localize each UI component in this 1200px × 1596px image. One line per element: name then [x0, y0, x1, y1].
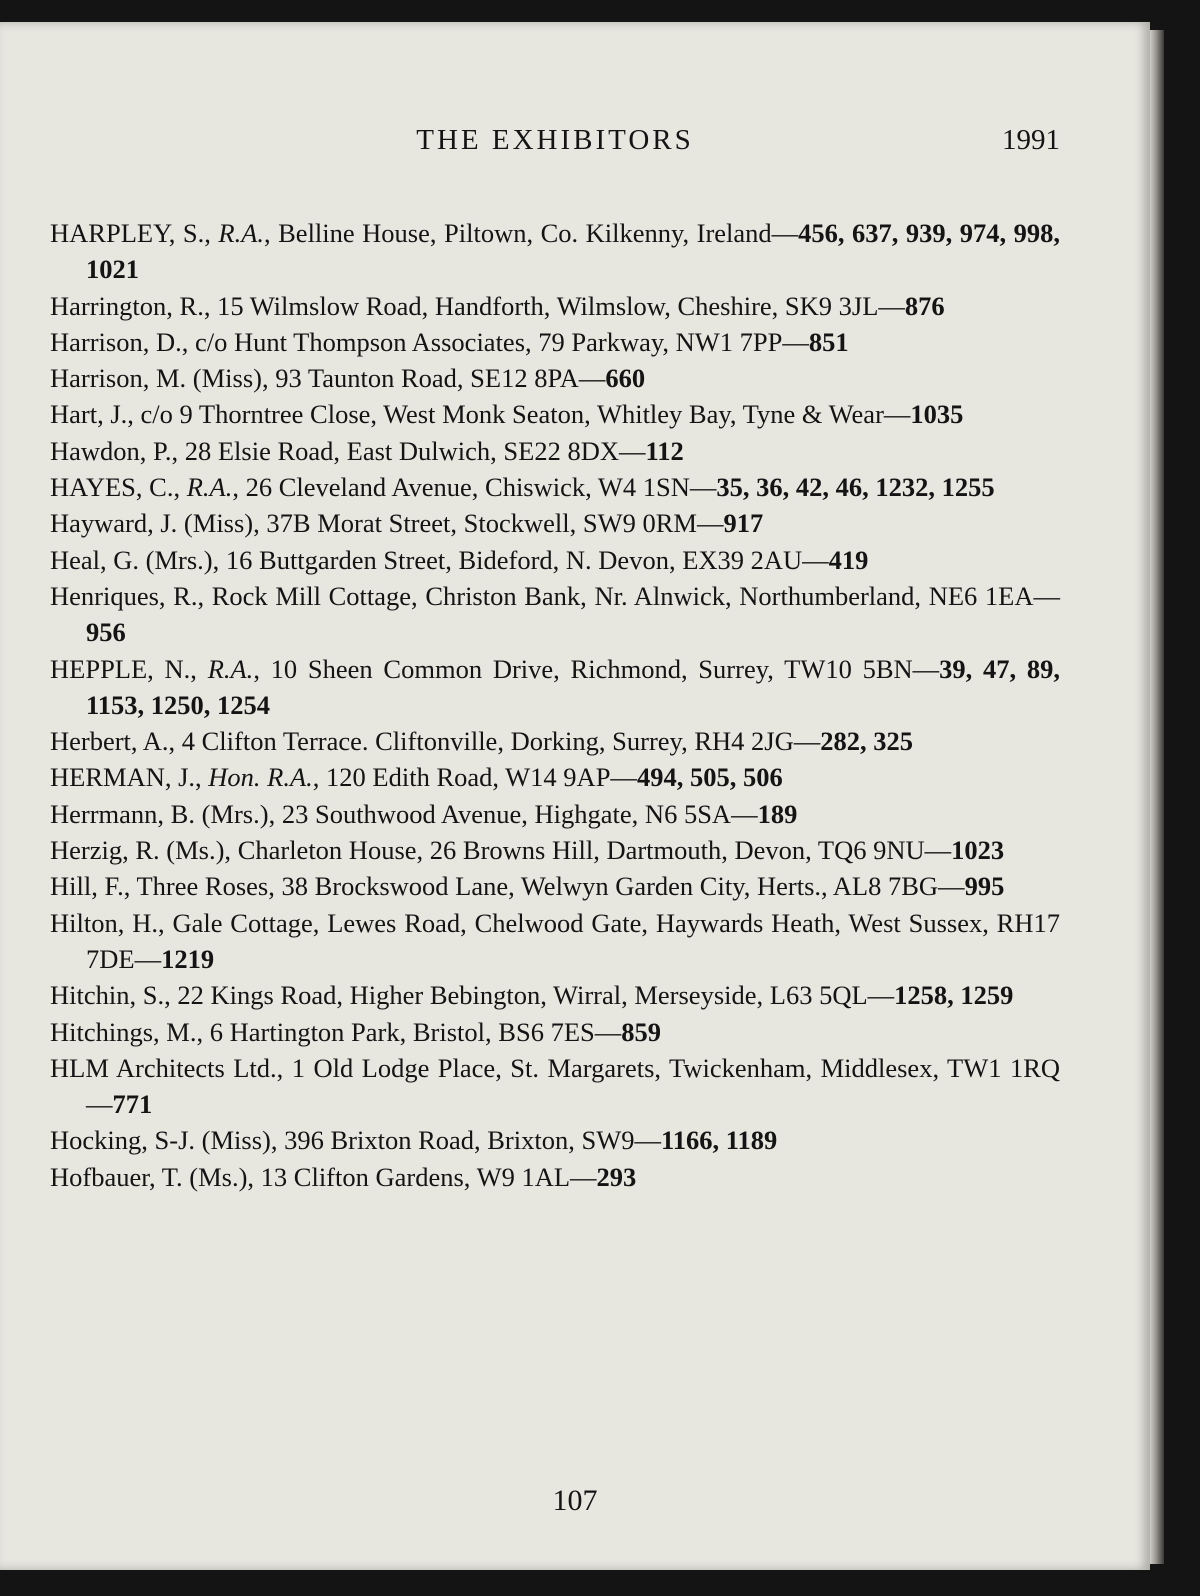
- exhibitor-list: [50, 215, 1060, 1195]
- exhibitor-entry: Hitchin, S., 22 Kings Road, Higher Bebington, Wirral, Merseyside, L63 5QL—1258, 1259: [50, 980, 1014, 1011]
- exhibitor-entry: Hawdon, P., 28 Elsie Road, East Dulwich, SE22 8DX—112: [50, 435, 684, 466]
- book-page: [0, 22, 1150, 1570]
- exhibitor-entry: Harrington, R., 15 Wilmslow Road, Handforth, Wilmslow, Cheshire, SK9 3JL—876: [50, 290, 945, 321]
- exhibitor-entry: Hilton, H., Gale Cottage, Lewes Road, Chelwood Gate, Haywards Heath, West Sussex, RH17 7DE—1219: [50, 907, 1060, 974]
- page-edge: [1150, 30, 1164, 1564]
- exhibitor-entry: Heal, G. (Mrs.), 16 Buttgarden Street, Bideford, N. Devon, EX39 2AU—419: [50, 544, 869, 575]
- exhibitor-entry: HEPPLE, N., R.A., 10 Sheen Common Drive, Richmond, Surrey, TW10 5BN—39, 47, 89, 1153, 1250, 1254: [50, 653, 1061, 720]
- exhibitor-entry: Henriques, R., Rock Mill Cottage, Christon Bank, Nr. Alnwick, Northumberland, NE6 1EA—956: [50, 580, 1060, 648]
- exhibitor-entry: Hofbauer, T. (Ms.), 13 Clifton Gardens, W9 1AL—293: [50, 1161, 637, 1192]
- exhibitor-entry: Hayward, J. (Miss), 37B Morat Street, Stockwell, SW9 0RM—917: [50, 508, 764, 539]
- exhibitor-entry: Herrmann, B. (Mrs.), 23 Southwood Avenue, Highgate, N6 5SA—189: [50, 798, 798, 829]
- exhibitor-entry: HAYES, C., R.A., 26 Cleveland Avenue, Chiswick, W4 1SN—35, 36, 42, 46, 1232, 1255: [50, 472, 995, 503]
- exhibitor-entry: HERMAN, J., Hon. R.A., 120 Edith Road, W14 9AP—494, 505, 506: [50, 762, 783, 793]
- page-number: 107: [552, 1484, 598, 1517]
- exhibitor-entry: Hill, F., Three Roses, 38 Brockswood Lane, Welwyn Garden City, Herts., AL8 7BG—995: [50, 871, 1005, 902]
- exhibitor-entry: HLM Architects Ltd., 1 Old Lodge Place, St. Margarets, Twickenham, Middlesex, TW1 1RQ—771: [50, 1052, 1061, 1120]
- exhibitor-entry: Hart, J., c/o 9 Thorntree Close, West Monk Seaton, Whitley Bay, Tyne & Wear—1035: [50, 399, 964, 430]
- exhibitor-entry: Harrison, M. (Miss), 93 Taunton Road, SE12 8PA—660: [50, 363, 646, 394]
- exhibitor-entry: Harrison, D., c/o Hunt Thompson Associates, 79 Parkway, NW1 7PP—851: [50, 326, 849, 357]
- exhibitor-entry: Hitchings, M., 6 Hartington Park, Bristol, BS6 7ES—859: [50, 1016, 662, 1047]
- exhibitor-entry: Hocking, S-J. (Miss), 396 Brixton Road, Brixton, SW9—1166, 1189: [50, 1125, 778, 1156]
- exhibitor-entry: Herbert, A., 4 Clifton Terrace. Cliftonville, Dorking, Surrey, RH4 2JG—282, 325: [50, 726, 913, 757]
- exhibitor-entry: HARPLEY, S., R.A., Belline House, Piltown, Co. Kilkenny, Ireland—456, 637, 939, 974, 998, 1021: [50, 218, 1061, 285]
- running-title: THE EXHIBITORS: [416, 124, 694, 156]
- exhibitor-entry: Herzig, R. (Ms.), Charleton House, 26 Browns Hill, Dartmouth, Devon, TQ6 9NU—1023: [50, 835, 1005, 866]
- header-year: 1991: [1002, 124, 1060, 156]
- page-header: [50, 124, 1060, 164]
